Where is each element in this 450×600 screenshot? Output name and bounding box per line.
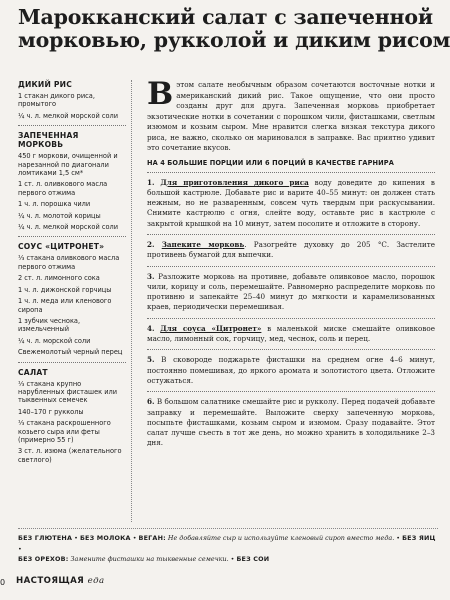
step-number: 1. [147,177,155,187]
section-heading: ЗАПЕЧЕННАЯ МОРКОВЬ [18,131,79,150]
step-heading: Для приготовления дикого риса [160,177,309,187]
page-number: 0 [0,578,6,587]
column-divider [131,80,132,522]
ingredient-item: 140–170 г рукколы [18,407,84,416]
running-title [16,576,104,586]
step-heading: Для соуса «Цитронет» [160,323,262,333]
dietary-footer [18,533,440,565]
divider [147,172,435,173]
divider [147,349,435,350]
divider [18,125,126,126]
step-number: 3. [147,271,155,281]
step-number: 6. [147,397,155,407]
recipe-title [18,5,450,52]
diet-tag: БЕЗ СОИ [236,555,270,563]
step-3 [147,272,435,313]
diet-note: Не добавляйте сыр и используйте кленовый сироп вместо меда. [167,534,395,542]
ingredient-item: 1 зубчик чеснока, измельченный [18,316,81,334]
ingredient-item: ⅓ стакана крупно нарубленных фисташек или тыквенных семечек [18,379,117,405]
step-text: . Разогрейте духовку до 205 °С. Застелите противень бумагой для выпечки. [147,239,435,260]
method-column [147,76,435,449]
ingredient-item: 450 г моркови, очищенной и нарезанной по диагонали ломтиками 1,5 см* [18,152,118,178]
divider [147,234,435,235]
ingredient-item: ¼ ч. л. мелкой морской соли [18,111,119,120]
footer-divider [18,528,438,529]
step-number: 5. [147,355,155,365]
step-2 [147,240,435,261]
step-5 [147,355,435,386]
diet-tag: БЕЗ ЯИЦ [402,534,436,542]
step-4 [147,324,435,345]
section-heading: ДИКИЙ РИС [18,80,72,89]
ingredient-item: 1 ч. л. меда или кленового сиропа [18,297,112,314]
step-1 [147,178,435,229]
step-text: В большом салатнике смешайте рис и рукколу. Перед подачей добавьте заправку и перемешайте. Выложите сверху запеченную морковь, посыпьте фисташками, козьим сыром и изюмом. Сразу подавайте. Этот салат лучше съесть в тот же день, но можно хранить в холодильнике 2–3 дня. [147,397,435,448]
step-number: 2. [147,239,155,249]
ingredient-section [18,80,126,120]
ingredient-item: Свежемолотый черный перец [18,348,123,357]
ingredient-item: 1 ст. л. оливкового масла первого отжима [18,180,108,197]
diet-note: Замените фисташки на тыквенные семечки. [70,555,229,563]
drop-cap: В [147,76,174,112]
step-text: в маленькой миске смешайте оливковое масло, лимонный сок, горчицу, мед, чеснок, соль и перец. [147,323,435,344]
step-heading: Запеките морковь [161,239,245,249]
step-text: воду доведите до кипения в большой кастрюле. Добавьте рис и варите 40–55 минут: он должен стать нежным, но не разваренным, совсем чуть твердым при раскусывании. Снимите кастрюлю с огня, слейте воду, оставьте рис в кастрюле с закрытой крышкой на 10 минут, затем посолите и отложите в сторону. [147,177,435,228]
divider [147,391,435,392]
step-text: Разложите морковь на противне, добавьте оливковое масло, порошок чили, корицу и соль, перемешайте. Равномерно распределите морковь по противню и запекайте 25–40 минут до мягкости и карамелизованных краев, периодически перемешивая. [147,271,435,312]
ingredient-item: ¼ ч. л. мелкой морской соли [18,223,119,232]
ingredient-section [18,131,126,231]
divider [147,318,435,319]
step-text: В сковороде поджарьте фисташки на среднем огне 4–6 минут, постоянно помешивая, до яркого аромата и золотистого цвета. Отложите остужаться. [147,355,435,385]
title-line-1: Марокканский салат с запеченной [18,5,433,29]
ingredients-column [18,80,126,464]
ingredient-item: 1 ч. л. дижонской горчицы [18,285,112,294]
intro-text: этом салате необычным образом сочетаются восточные нотки и американский дикий рис. Такое ощущение, что они просто созданы друг для друга. Запеченная морковь приобретает экзотические нотки в сочетании с порошком чили, фисташками, светлым изюмом и козьим сыром. Мне нравится слегка вязкая текстура дикого риса, не важно, сколько он мариновался в заправке. Вас приятно удивит это сочетание вкусов. [147,80,435,152]
step-number: 4. [147,323,155,333]
dietary-line-1: БЕЗ ГЛЮТЕНА • БЕЗ МОЛОКА • ВЕГАН: Не добавляйте сыр и используйте кленовый сироп вместо меда. • БЕЗ ЯИЦ • [18,534,436,553]
ingredient-item: ¼ ч. л. морской соли [18,336,91,345]
servings-note: НА 4 БОЛЬШИЕ ПОРЦИИ ИЛИ 6 ПОРЦИЙ В КАЧЕСТВЕ ГАРНИРА [147,158,394,167]
ingredient-section [18,242,126,356]
diet-tag: БЕЗ ОРЕХОВ: [18,555,69,563]
dietary-line-2: БЕЗ ОРЕХОВ: Замените фисташки на тыквенные семечки. • БЕЗ СОИ [18,555,270,563]
ingredient-item: ⅓ стакана оливкового масла первого отжима [18,254,120,271]
ingredient-item: ¼ ч. л. молотой корицы [18,211,101,220]
running-title-main: НАСТОЯЩАЯ [16,576,85,586]
divider [147,266,435,267]
ingredient-item: 1 стакан дикого риса, промытого [18,92,95,109]
section-heading: СОУС «ЦИТРОНЕТ» [18,242,105,252]
diet-tag: БЕЗ ГЛЮТЕНА [18,534,73,542]
section-heading: САЛАТ [18,367,48,377]
divider [18,236,126,237]
diet-tag: БЕЗ МОЛОКА [79,534,131,542]
ingredient-item: 2 ст. л. лимонного сока [18,274,100,283]
ingredient-section [18,368,126,465]
running-title-tail: еда [87,576,105,586]
intro-paragraph [147,76,435,154]
step-6 [147,397,435,448]
ingredient-item: 3 ст. л. изюма (желательного светлого) [18,447,122,464]
ingredient-item: ⅓ стакана раскрошенного козьего сыра или феты (примерно 55 г) [18,419,111,444]
diet-tag: ВЕГАН: [138,534,166,542]
divider [18,362,126,363]
title-line-2: морковью, рукколой и диким рисом [18,28,450,52]
ingredient-item: 1 ч. л. порошка чили [18,200,91,209]
